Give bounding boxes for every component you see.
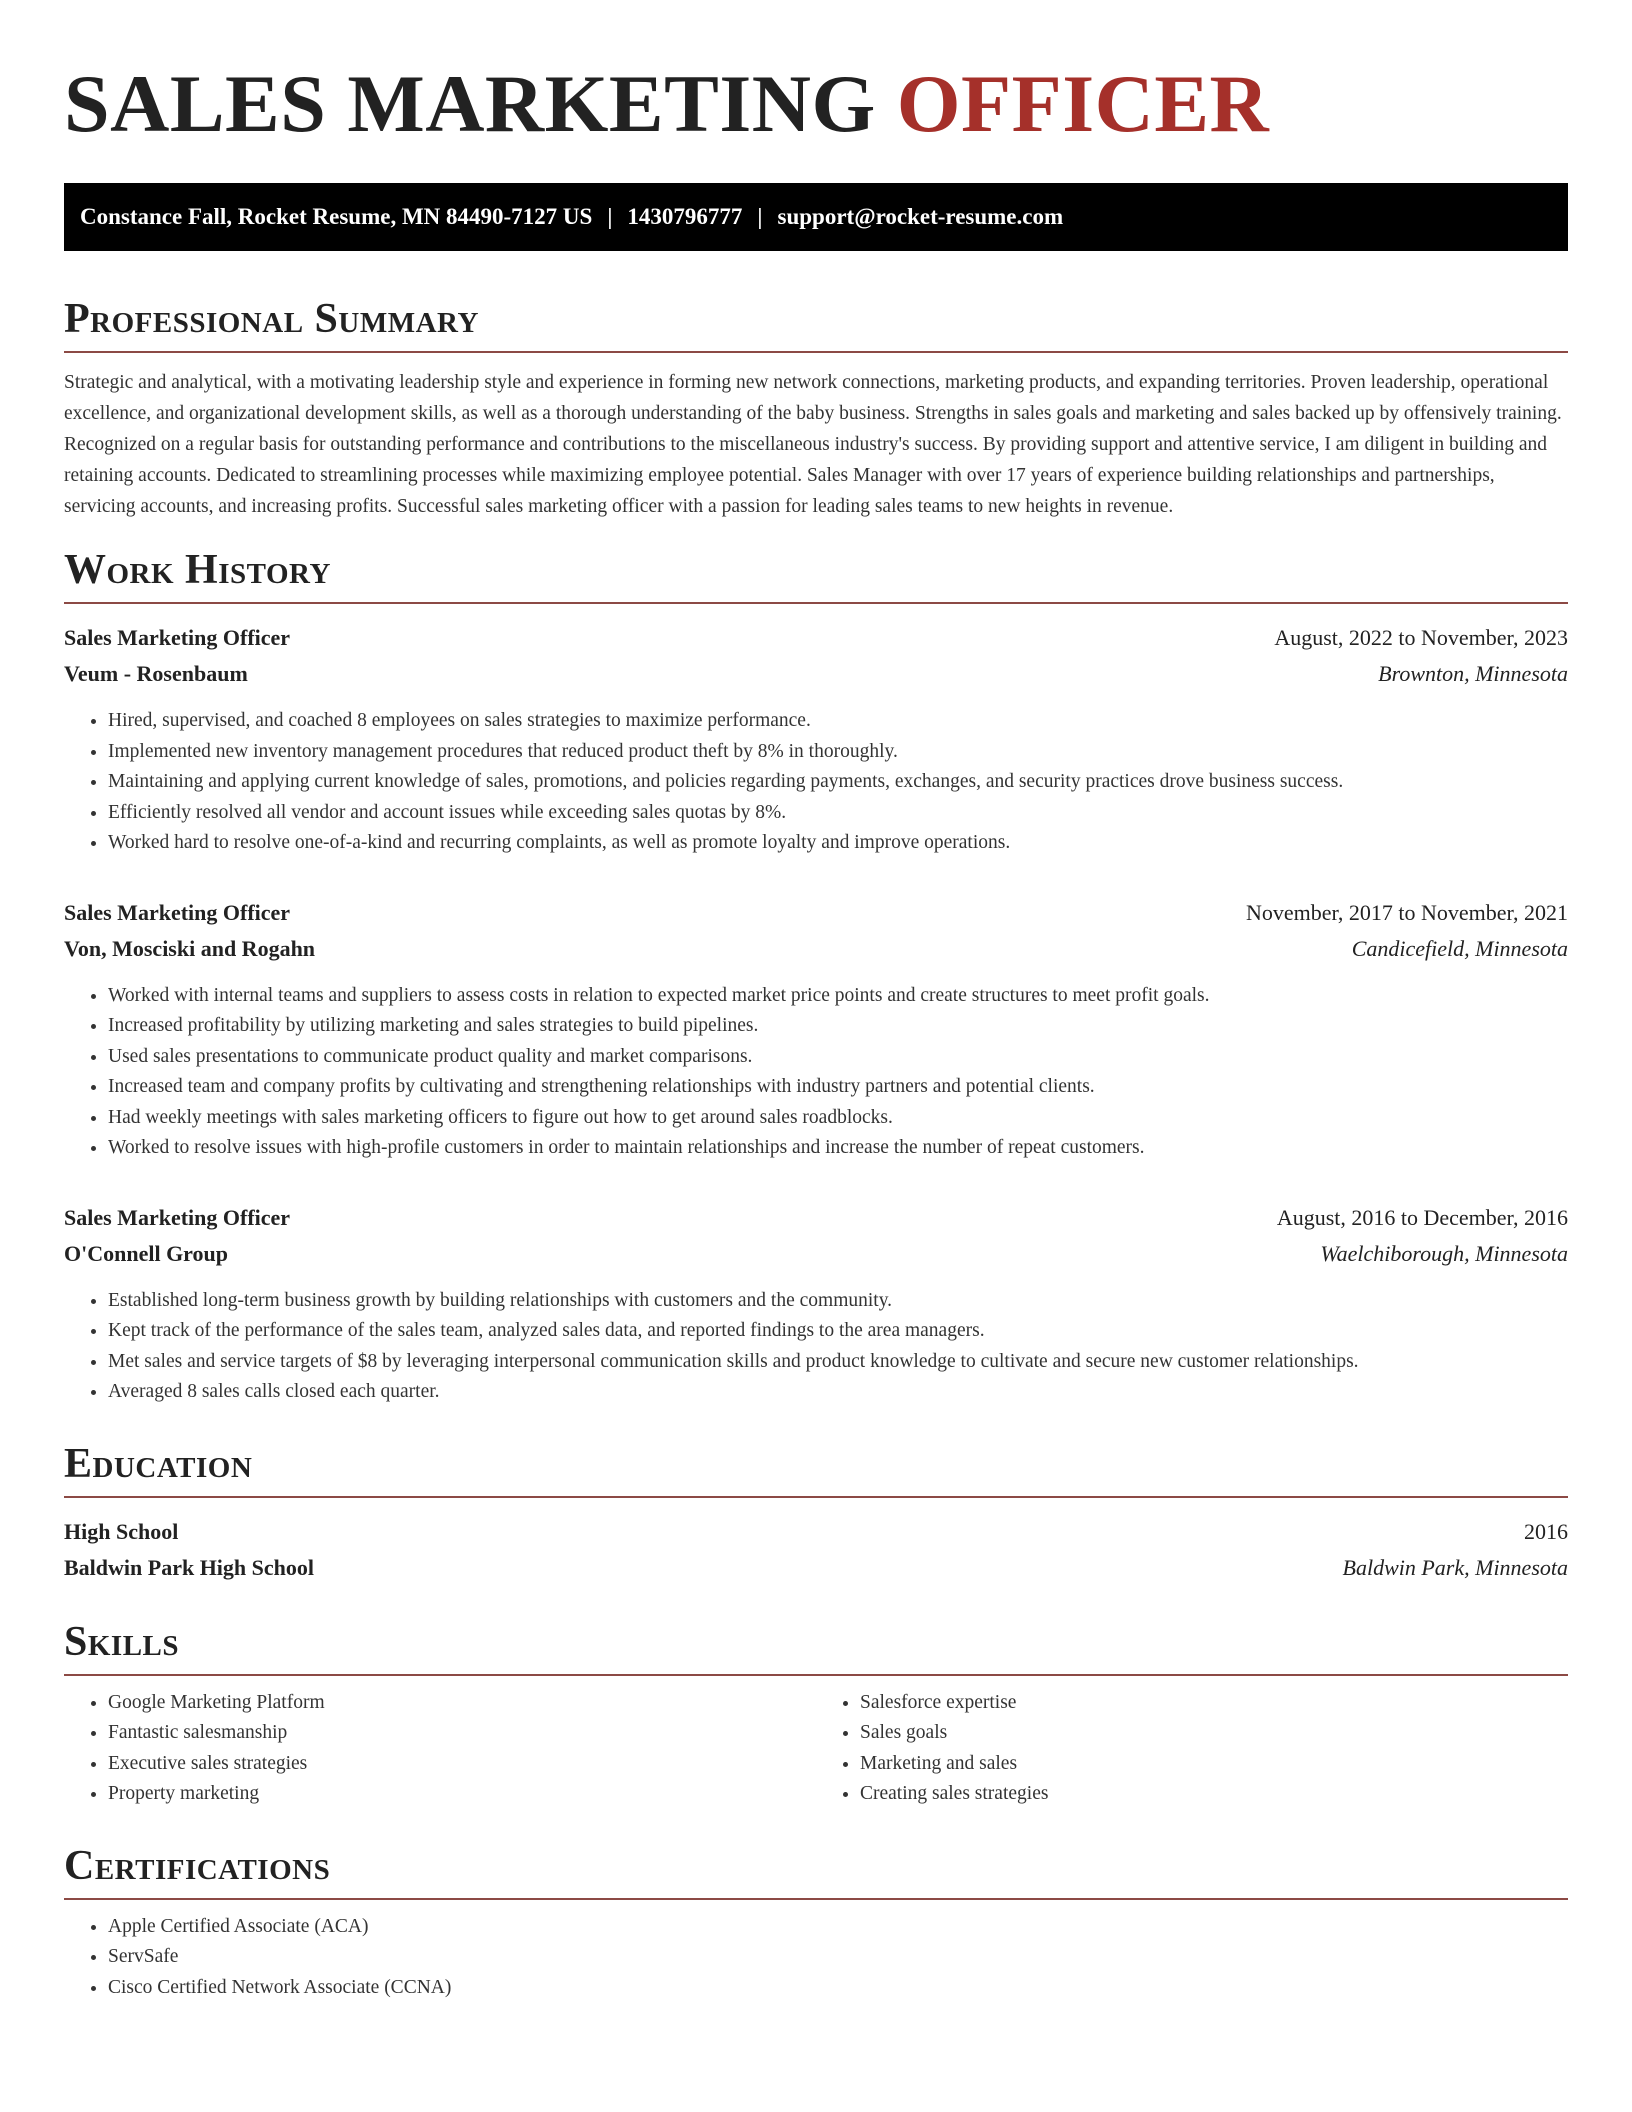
job-bullet: • Kept track of the performance of the sales team, analyzed sales data, and reported findings to the area managers. [108,1316,1568,1347]
job-dates: November, 2017 to November, 2021 [1245,899,1568,925]
job-company: Von, Mosciski and Rogahn [64,935,316,961]
skill-item: • Property marketing [108,1779,816,1810]
contact-email: support@rocket-resume.com [777,204,1064,229]
title-accent: OFFICER [896,58,1270,149]
skills-column-right [816,1688,1568,1810]
education-year: 2016 [1524,1518,1568,1544]
job-company: Veum - Rosenbaum [64,661,248,686]
education-header-row [64,1514,1568,1550]
education-degree: High School [64,1518,179,1544]
section-heading-education: Education [64,1438,1568,1498]
skill-item: • Executive sales strategies [108,1749,816,1780]
contact-phone: 1430796777 [627,204,743,229]
job-location: Waelchiborough, Minnesota [1320,1240,1568,1266]
job-bullet: • Met sales and service targets of $8 by leveraging interpersonal communication skills and product knowledge to cultivate and secure new customer relationships. [108,1347,1568,1378]
job-bullets [64,981,1568,1164]
job-entry [64,895,1568,1164]
job-header-row [64,895,1568,931]
job-bullet: • Worked hard to resolve one-of-a-kind and recurring complaints, as well as promote loyalty and improve operations. [108,828,1568,859]
education-school-row [64,1550,1568,1586]
job-company-row [64,656,1568,692]
job-dates: August, 2022 to November, 2023 [1274,625,1568,650]
education-section [64,1438,1568,1586]
section-heading-skills: Skills [64,1616,1568,1676]
skills-grid [64,1688,1568,1810]
skill-item: • Fantastic salesmanship [108,1718,816,1749]
job-dates: August, 2016 to December, 2016 [1276,1204,1568,1230]
job-bullet: • Hired, supervised, and coached 8 employees on sales strategies to maximize performance. [108,706,1568,737]
job-location: Candicefield, Minnesota [1351,935,1568,961]
skill-item: • Creating sales strategies [860,1779,1568,1810]
education-school: Baldwin Park High School [64,1554,315,1580]
work-history-section [64,544,1568,1408]
job-header-row [64,620,1568,656]
page-title [64,56,1568,152]
job-bullets [64,1286,1568,1408]
title-main: SALES MARKETING [64,58,876,149]
job-entry [64,1200,1568,1408]
job-bullet: • Efficiently resolved all vendor and account issues while exceeding sales quotas by 8%. [108,798,1568,829]
contact-address: Constance Fall, Rocket Resume, MN 84490-7127 US [80,204,593,229]
job-bullet: • Maintaining and applying current knowledge of sales, promotions, and policies regarding payments, exchanges, and security practices drove business success. [108,767,1568,798]
job-bullet: • Increased profitability by utilizing marketing and sales strategies to build pipelines. [108,1011,1568,1042]
job-company-row [64,931,1568,967]
job-bullet: • Increased team and company profits by cultivating and strengthening relationships with industry partners and potential clients. [108,1072,1568,1103]
certification-item: • Apple Certified Associate (ACA) [108,1912,1568,1943]
contact-separator: | [757,204,763,229]
skill-item: • Sales goals [860,1718,1568,1749]
job-title: Sales Marketing Officer [64,899,291,925]
job-title: Sales Marketing Officer [64,1204,291,1230]
certifications-list [64,1912,1568,2004]
certifications-section [64,1840,1568,2004]
skill-item: • Marketing and sales [860,1749,1568,1780]
job-bullet: • Had weekly meetings with sales marketing officers to figure out how to get around sales roadblocks. [108,1103,1568,1134]
contact-separator: | [607,204,613,229]
section-heading-work: Work History [64,544,1568,604]
job-header-row [64,1200,1568,1236]
job-bullets [64,706,1568,859]
job-location: Brownton, Minnesota [1378,661,1568,686]
job-bullet: • Worked to resolve issues with high-profile customers in order to maintain relationships and increase the number of repeat customers. [108,1133,1568,1164]
job-bullet: • Established long-term business growth by building relationships with customers and the community. [108,1286,1568,1317]
job-company-row [64,1236,1568,1272]
contact-bar [64,183,1568,251]
job-entry [64,620,1568,859]
certification-item: • Cisco Certified Network Associate (CCNA) [108,1973,1568,2004]
professional-summary-section [64,293,1568,522]
skills-column-left [64,1688,816,1810]
education-entry [64,1514,1568,1586]
skills-section [64,1616,1568,1810]
section-heading-summary: Professional Summary [64,293,1568,353]
job-bullet: • Used sales presentations to communicate product quality and market comparisons. [108,1042,1568,1073]
job-company: O'Connell Group [64,1240,229,1266]
certification-item: • ServSafe [108,1942,1568,1973]
section-heading-certifications: Certifications [64,1840,1568,1900]
job-bullet: • Averaged 8 sales calls closed each quarter. [108,1377,1568,1408]
summary-text: Strategic and analytical, with a motivating leadership style and experience in forming new network connections, marketing products, and expanding territories. Proven leadership, operational excellence, and organizational development skills, as well as a thorough understanding of the baby business. Strengths in sales goals and marketing and sales backed up by offensively training. Recognized on a regular basis for outstanding performance and contributions to the miscellaneous industry's success. By providing support and attentive service, I am diligent in building and retaining accounts. Dedicated to streamlining processes while maximizing employee potential. Sales Manager with over 17 years of experience building relationships and partnerships, servicing accounts, and increasing profits. Successful sales marketing officer with a passion for leading sales teams to new heights in revenue. [64,372,1562,517]
education-location: Baldwin Park, Minnesota [1342,1554,1568,1580]
skill-item: • Salesforce expertise [860,1688,1568,1719]
job-title: Sales Marketing Officer [64,625,291,650]
job-bullet: • Worked with internal teams and suppliers to assess costs in relation to expected market price points and create structures to meet profit goals. [108,981,1568,1012]
skill-item: • Google Marketing Platform [108,1688,816,1719]
job-bullet: • Implemented new inventory management procedures that reduced product theft by 8% in thoroughly. [108,737,1568,768]
